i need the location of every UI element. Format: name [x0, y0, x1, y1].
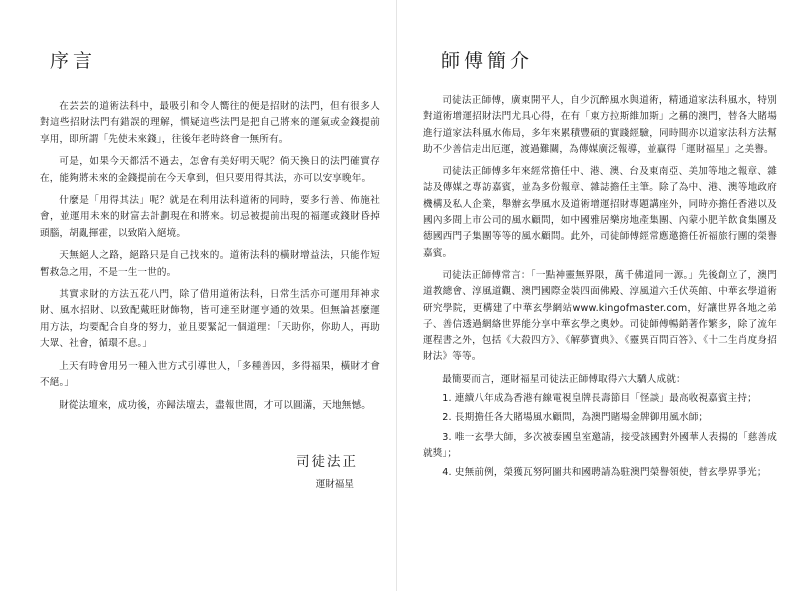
signature-name: 司徒法正	[296, 453, 358, 470]
preface-paragraph: 其實求財的方法五花八門，除了借用道術法科，日常生活亦可運用拜神求財、風水招財、以致配戴旺財飾物，皆可達至財運亨通的效果。但無論甚麼運用方法，均要配合自身的努力，並且要緊記一個道理：「天助你，你助人，再助大眾、社會，循環不息。」	[40, 289, 380, 350]
profile-heading: 師傅簡介	[441, 50, 534, 72]
achievement-item: 1. 連續八年成為香港有線電視皇牌長壽節目「怪談」最高收視嘉賓主持；	[442, 393, 757, 405]
profile-page	[397, 0, 793, 591]
preface-page	[0, 0, 396, 591]
profile-paragraph: 司徒法正師傅，廣東開平人，自少沉醉風水與道術，精通道家法科風水，特別對道術增運招財法門尤具心得，在有「東方拉斯維加斯」之稱的澳門，替各大賭場進行道家法科風水佈局，多年來累積豐碩的實踐經驗，同時間亦以道家法科方法幫助不少善信走出厄運，渡過難關，為傳媒廣泛報導，並贏得「運財福星」之美譽。	[423, 95, 777, 155]
achievement-item: 2. 長期擔任各大賭場風水顧問，為澳門賭場金牌御用風水師；	[442, 412, 709, 424]
preface-paragraph: 在芸芸的道術法科中，最吸引和令人嚮往的便是招財的法門，但有很多人對這些招財法門有錯誤的理解，慣疑這些法門是把自己將來的運氣或金錢提前享用，即所謂「先使未來錢」，往後年老時終會一無所有。	[40, 101, 380, 145]
preface-paragraph: 天無絕人之路，絕路只是自己找來的。道術法科的橫財增益法，只能作短暫救急之用，不是一生一世的。	[40, 250, 380, 278]
achievements-lead: 最簡要而言，運財福星司徒法正師傅取得六大驕人成就：	[442, 373, 686, 385]
preface-paragraph: 財從法壇來，成功後，亦歸法壇去，盡報世間，才可以圓滿，天地無憾。	[59, 399, 371, 411]
profile-paragraph: 司徒法正師傅多年來經常擔任中、港、澳、台及東南亞、美加等地之報章、雜誌及傳媒之專訪嘉賓，並為多份報章、雜誌擔任主筆。除了為中、港、澳等地政府機構及私人企業，舉辦玄學風水及道術增運招財專題講座外，同時亦擔任香港以及國內多間上市公司的風水顧問，如中國雅居樂房地產集團、內蒙小肥羊飲食集團及德國西門子集團等等的風水顧問。此外，司徒師傅經常應邀擔任祈福旅行團的榮譽嘉賓。	[423, 166, 777, 259]
signature-block	[40, 450, 380, 490]
preface-heading: 序言	[50, 50, 97, 72]
preface-paragraph: 上天有時會用另一種入世方式引導世人，「多種善因，多得福果，橫財才會不絕。」	[40, 360, 380, 389]
preface-paragraph: 可是，如果今天都活不過去，怎會有美好明天呢？倘天換日的法門確實存在，能夠將未來的金錢提前在今天拿到，但只要用得其法，亦可以安享晚年。	[40, 156, 380, 184]
achievement-item: 3. 唯一玄學大師，多次被泰國皇室邀請，接受該國對外國華人表揚的「慈善成就獎」；	[423, 431, 777, 459]
preface-paragraph: 什麼是「用得其法」呢？就是在利用法科道術的同時，要多行善、佈施社會，並運用未來的財富去計劃現在和將來。切忌被提前出現的福運或錢財昏掉頭腦，胡亂揮霍，以致陷入絕境。	[40, 195, 380, 239]
signature-title: 運財福星	[315, 478, 354, 490]
profile-paragraph: 司徒法正師傅常言：「一點神靈無界限，萬千佛道同一源。」先後創立了，澳門道教總會、淳風道觀、澳門國際金裝四面佛殿、淳風道六壬伏英館、中華玄學道術研究學院，更構建了中華玄學網站www.kingofmaster.com，好讓世界各地之弟子、善信透過網絡世界能分享中華玄學之奧妙。司徒師傅暢銷著作繁多，除了流年運程書之外，包括《大殺四方》、《解夢寶典》、《靈異百問百答》、《十二生肖度身招財法》等等。	[423, 269, 777, 363]
achievement-item: 4. 史無前例，榮獲瓦努阿圖共和國聘請為駐澳門榮譽領使，替玄學界爭光；	[442, 467, 767, 479]
